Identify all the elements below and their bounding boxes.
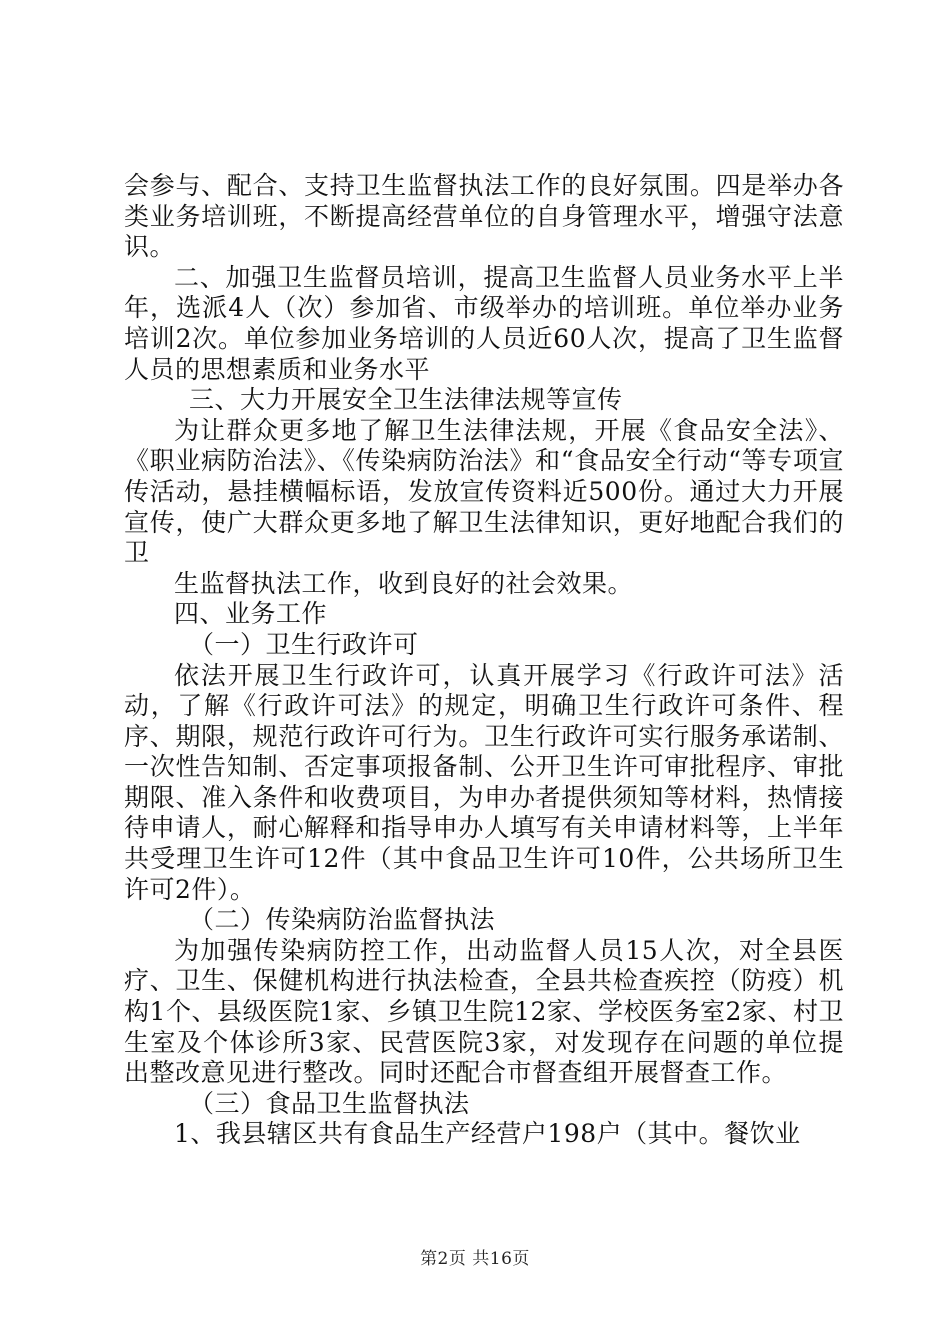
paragraph-food-hygiene: 1、我县辖区共有食品生产经营户198户（其中。餐饮业 <box>174 1119 801 1149</box>
paragraph-infectious-disease: 为加强传染病防控工作，出动监督人员15人次，对全县医疗、卫生、保健机构进行执法检查，全县共检查疾控（防疫）机构1个、县级医院1家、乡镇卫生院12家、学校医务室2家、村卫生室及个体诊所3家、民营医院3家，对发现存在问题的单位提出整改意见进行整改。同时还配合市督查组开展督查工作。 <box>124 935 844 1088</box>
subheading-admin-license: （一）卫生行政许可 <box>189 629 419 659</box>
section-heading-publicity: 三、大力开展安全卫生法律法规等宣传 <box>189 385 623 415</box>
paragraph-training: 二、加强卫生监督员培训，提高卫生监督人员业务水平上半年，选派4人（次）参加省、市级举办的培训班。单位举办业务培训2次。单位参加业务培训的人员近60人次，提高了卫生监督人员的思想素质和业务水平 <box>124 262 844 384</box>
paragraph-intro: 会参与、配合、支持卫生监督执法工作的良好氛围。四是举办各类业务培训班，不断提高经营单位的自身管理水平，增强守法意识。 <box>124 171 844 262</box>
paragraph-publicity-continued: 生监督执法工作，收到良好的社会效果。 <box>174 568 634 598</box>
paragraph-admin-license: 依法开展卫生行政许可，认真开展学习《行政许可法》活动，了解《行政许可法》的规定，明确卫生行政许可条件、程序、期限，规范行政许可行为。卫生行政许可实行服务承诺制、一次性告知制、否定事项报备制、公开卫生许可审批程序、审批期限、准入条件和收费项目，为申办者提供须知等材料，热情接待申请人，耐心解释和指导申办人填写有关申请材料等，上半年共受理卫生许可12件（其中食品卫生许可10件，公共场所卫生许可2件）。 <box>124 660 844 904</box>
subheading-infectious-disease: （二）传染病防治监督执法 <box>189 905 496 935</box>
page-footer: 第2页 共16页 <box>420 1249 530 1269</box>
subheading-food-hygiene: （三）食品卫生监督执法 <box>189 1088 470 1118</box>
paragraph-publicity: 为让群众更多地了解卫生法律法规，开展《食品安全法》、《职业病防治法》、《传染病防治法》和“食品安全行动“等专项宣传活动，悬挂横幅标语，发放宣传资料近500份。通过大力开展宣传，使广大群众更多地了解卫生法律知识，更好地配合我们的卫 <box>124 415 844 568</box>
section-heading-business: 四、业务工作 <box>174 599 328 629</box>
document-body <box>124 171 844 1150</box>
